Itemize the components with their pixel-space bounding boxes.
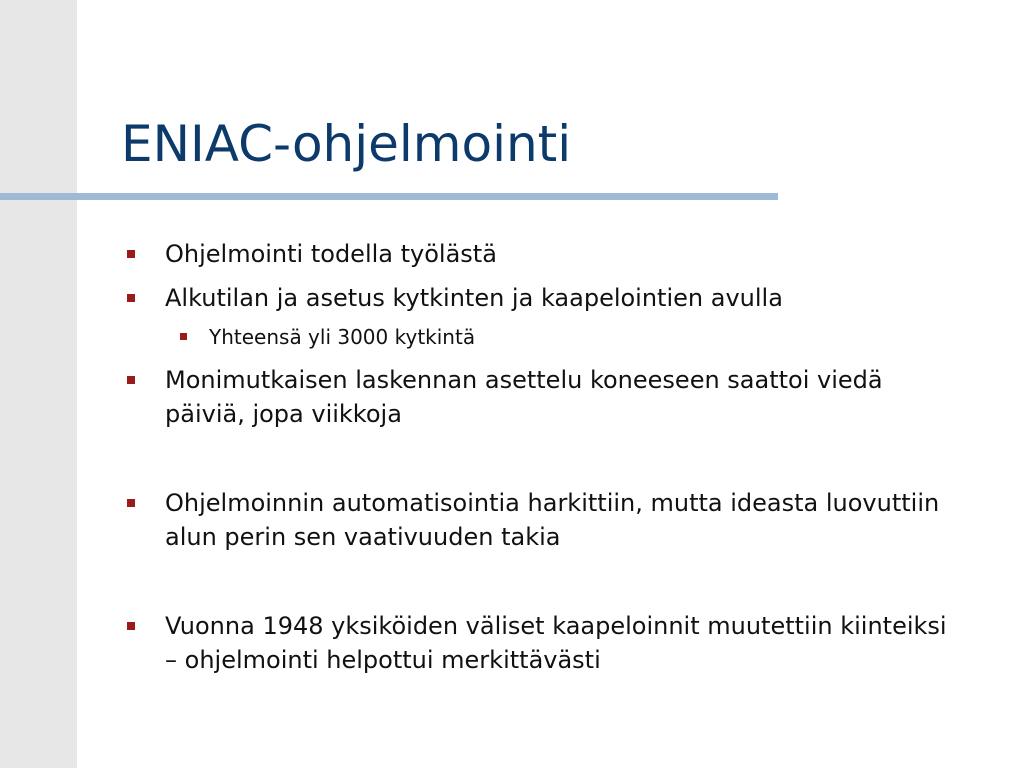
title-underline-rule [0,193,778,200]
square-bullet-icon [127,294,135,302]
square-bullet-icon [127,250,135,258]
bullet-text: Monimutkaisen laskennan asettelu koneeseen saattoi viedä päiviä, jopa viikkoja [165,366,883,428]
bullet-text: Alkutilan ja asetus kytkinten ja kaapelointien avulla [165,284,783,312]
bullet-text: Ohjelmoinnin automatisointia harkittiin, mutta ideasta luovuttiin alun perin sen vaativuuden takia [165,489,940,551]
bullet-text: Vuonna 1948 yksiköiden väliset kaapeloinnit muutettiin kiinteiksi – ohjelmointi helpottui merkittävästi [165,612,947,674]
bullet-item [165,363,965,431]
left-decorative-band [0,0,77,768]
square-bullet-icon [127,622,135,630]
bullet-item [165,609,965,677]
bullet-item [165,281,965,315]
square-bullet-icon [180,333,187,340]
bullet-item [165,486,965,554]
sub-bullet-text: Yhteensä yli 3000 kytkintä [209,325,476,349]
bullet-text: Ohjelmointi todella työlästä [165,240,497,268]
sub-bullet-item [209,323,969,351]
square-bullet-icon [127,499,135,507]
bullet-item [165,237,965,271]
square-bullet-icon [127,376,135,384]
slide-title: ENIAC-ohjelmointi [121,115,572,173]
